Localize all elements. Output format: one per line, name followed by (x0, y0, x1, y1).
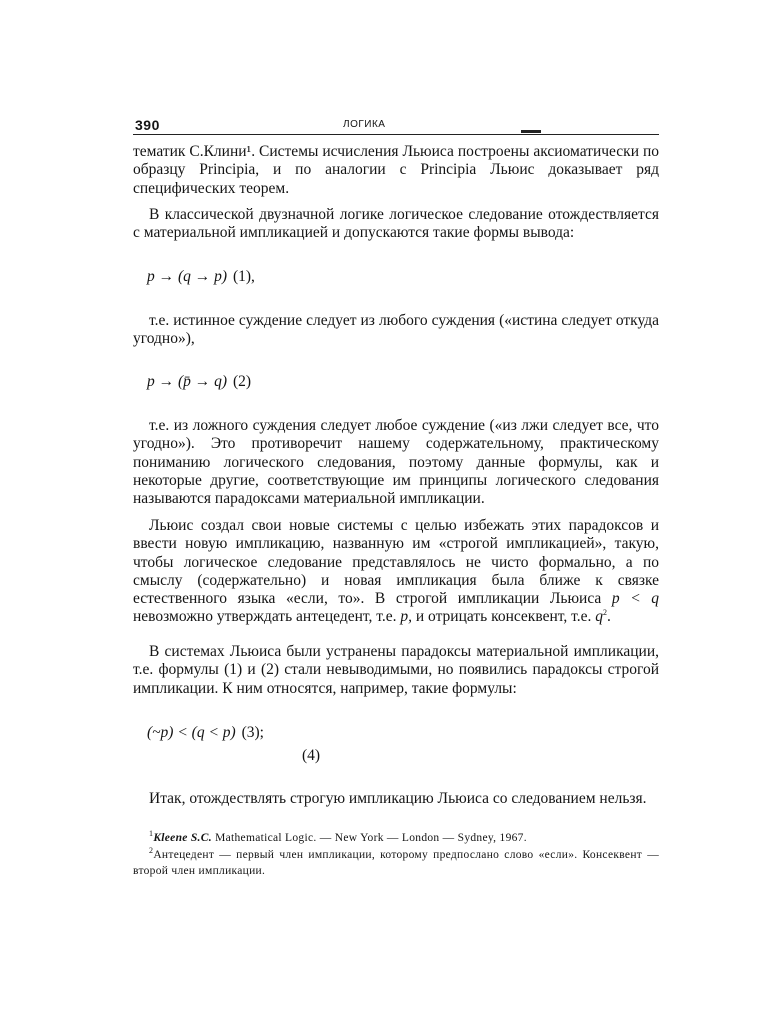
paragraph-1-block (133, 143, 659, 198)
running-header (133, 116, 659, 135)
paragraph-5-var-q: q (595, 608, 603, 626)
paragraph-5-formula-pq: p < q (611, 590, 659, 608)
paragraph-2-block (133, 206, 659, 243)
paragraph-5-text-c: и отрицать консеквент, т.е. (411, 608, 596, 626)
footnote-2 (133, 847, 659, 880)
paragraph-5-text-d: . (606, 608, 611, 626)
paragraph-5-text-a: Льюис создал свои новые системы с целью избежать этих парадоксов и ввести новую импликацию, названную им «строгой импликацией», такую, чтобы логическое следование представлялось не чисто формально, а по смыслу (содержательно) и новая импликация была ближе к связке естественного языка «если, то». В строгой импликации Льюиса (133, 517, 659, 608)
footnote-1 (133, 830, 659, 847)
header-title: ЛОГИКА (343, 119, 386, 130)
formula-3 (147, 724, 264, 742)
paragraph-4: т.е. из ложного суждения следует любое суждение («из лжи следует все, что угодно»). Это противоречит нашему содержательному, практическому пониманию логического следования, поэтому данные формулы, как и некоторые другие, соответствующие им принципы логического следования называются парадоксами материальной импликации. (133, 417, 659, 508)
footnote-2-mark: 2 (149, 845, 154, 855)
paragraph-5-block (133, 517, 659, 627)
footnote-1-mark: 1 (149, 829, 154, 839)
formula-3-number: (3); (241, 724, 264, 741)
paragraph-2: В классической двузначной логике логическое следование отождествляется с материальной импликацией и допускаются такие формы вывода: (133, 206, 659, 242)
paragraph-3-block (133, 312, 659, 349)
footnote-ref-2: 2 (602, 608, 607, 618)
formula-1 (147, 268, 255, 286)
paragraph-4-block (133, 417, 659, 508)
paragraph-7: Итак, отождествлять строгую импликацию Льюиса со следованием нельзя. (149, 790, 647, 807)
paragraph-1: тематик С.Клини¹. Системы исчисления Льюиса построены аксиоматически по образцу Principia, и по аналогии с Principia Льюис доказывает ряд специфических теорем. (133, 143, 659, 197)
header-rule-mark (521, 130, 541, 133)
footnote-1-author: Kleene S.C. (153, 832, 212, 844)
formula-1-number: (1), (232, 268, 255, 285)
footnote-1-text: Mathematical Logic. — New York — London — Sydney, 1967. (211, 832, 527, 844)
formula-1-expression: p → (q → p) (147, 268, 228, 285)
paragraph-3: т.е. истинное суждение следует из любого суждения («истина следует откуда угодно»), (133, 312, 659, 348)
formula-3-expression: (~p) < (q < p) (147, 724, 236, 741)
formula-2 (147, 373, 251, 391)
formula-2-number: (2) (232, 373, 252, 390)
paragraph-5-var-p: p, (400, 608, 412, 626)
paragraph-6: В системах Льюиса были устранены парадоксы материальной импликации, т.е. формулы (1) и (2) стали невыводимыми, но появились парадоксы строгой импликации. К ним относятся, например, такие формулы: (133, 643, 659, 697)
formula-4-number: (4) (302, 747, 321, 764)
formula-4 (300, 747, 320, 765)
paragraph-6-block (133, 643, 659, 698)
paragraph-7-block (133, 790, 659, 808)
formula-2-expression: p → (p̄ → q) (147, 373, 228, 390)
footnote-2-text: Антецедент — первый член импликации, которому предпослано слово «если». Консеквент — второй член импликации. (133, 848, 659, 878)
footnotes (133, 830, 659, 880)
paragraph-5 (133, 517, 659, 627)
paragraph-5-text-b: невозможно утверждать антецедент, т.е. (133, 608, 401, 626)
page-number: 390 (135, 117, 160, 133)
